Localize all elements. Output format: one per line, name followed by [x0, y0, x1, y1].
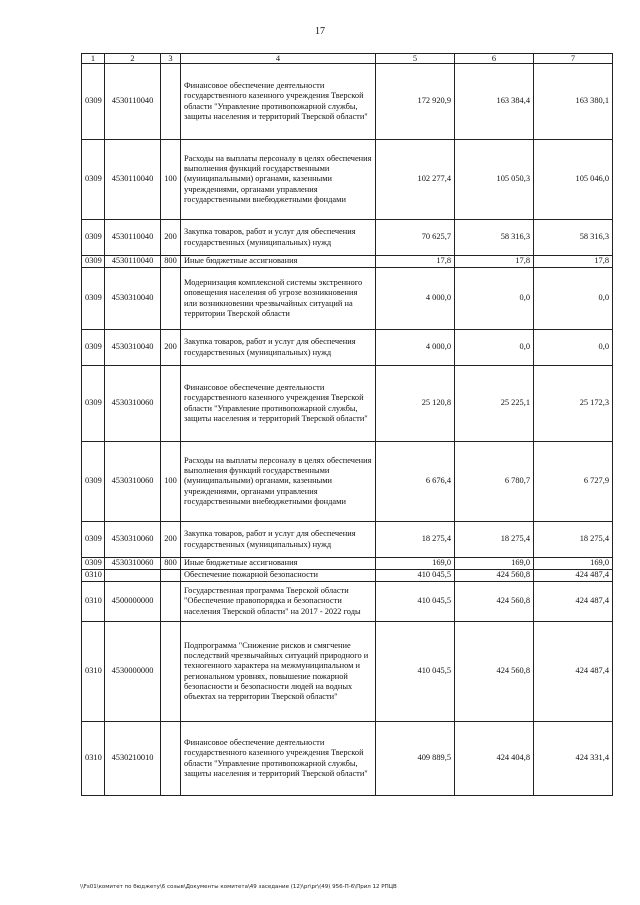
- target-article-cell: 4530000000: [105, 622, 161, 722]
- header-cell: 6: [455, 54, 534, 64]
- expense-type-cell: 200: [161, 330, 181, 366]
- expense-type-cell: [161, 268, 181, 330]
- amount-year-1-cell: 4 000,0: [376, 268, 455, 330]
- item-name-cell: Закупка товаров, работ и услуг для обеспечения государственных (муниципальных) нужд: [181, 330, 376, 366]
- target-article-cell: 4530110040: [105, 256, 161, 268]
- razdel-cell: 0309: [82, 220, 105, 256]
- amount-year-2-cell: 169,0: [455, 558, 534, 570]
- item-name-cell: Обеспечение пожарной безопасности: [181, 570, 376, 582]
- target-article-cell: 4500000000: [105, 582, 161, 622]
- item-name-cell: Финансовое обеспечение деятельности государственного казенного учреждения Тверской области "Управление противопожарной службы, защиты населения и территорий Тверской области": [181, 366, 376, 442]
- amount-year-2-cell: 6 780,7: [455, 442, 534, 522]
- amount-year-3-cell: 0,0: [534, 330, 613, 366]
- item-name-cell: Закупка товаров, работ и услуг для обеспечения государственных (муниципальных) нужд: [181, 220, 376, 256]
- amount-year-1-cell: 410 045,5: [376, 622, 455, 722]
- expense-type-cell: 100: [161, 442, 181, 522]
- table-row: [82, 582, 613, 622]
- target-article-cell: [105, 570, 161, 582]
- expense-type-cell: 800: [161, 558, 181, 570]
- amount-year-2-cell: 17,8: [455, 256, 534, 268]
- target-article-cell: 4530210010: [105, 722, 161, 796]
- amount-year-2-cell: 25 225,1: [455, 366, 534, 442]
- amount-year-1-cell: 25 120,8: [376, 366, 455, 442]
- amount-year-2-cell: 0,0: [455, 330, 534, 366]
- razdel-cell: 0309: [82, 366, 105, 442]
- header-cell: 7: [534, 54, 613, 64]
- amount-year-1-cell: 172 920,9: [376, 64, 455, 140]
- razdel-cell: 0309: [82, 522, 105, 558]
- item-name-cell: Государственная программа Тверской области "Обеспечение правопорядка и безопасности населения Тверской области" на 2017 - 2022 годы: [181, 582, 376, 622]
- amount-year-1-cell: 410 045,5: [376, 570, 455, 582]
- target-article-cell: 4530110040: [105, 140, 161, 220]
- table-row: [82, 256, 613, 268]
- header-cell: 3: [161, 54, 181, 64]
- amount-year-2-cell: 0,0: [455, 268, 534, 330]
- table-row: [82, 366, 613, 442]
- amount-year-3-cell: 58 316,3: [534, 220, 613, 256]
- target-article-cell: 4530310040: [105, 268, 161, 330]
- target-article-cell: 4530310060: [105, 522, 161, 558]
- item-name-cell: Финансовое обеспечение деятельности государственного казенного учреждения Тверской области "Управление противопожарной службы, защиты населения и территорий Тверской области": [181, 722, 376, 796]
- amount-year-3-cell: 163 380,1: [534, 64, 613, 140]
- amount-year-3-cell: 169,0: [534, 558, 613, 570]
- amount-year-1-cell: 169,0: [376, 558, 455, 570]
- amount-year-1-cell: 410 045,5: [376, 582, 455, 622]
- expense-type-cell: [161, 622, 181, 722]
- item-name-cell: Закупка товаров, работ и услуг для обеспечения государственных (муниципальных) нужд: [181, 522, 376, 558]
- razdel-cell: 0309: [82, 64, 105, 140]
- expense-type-cell: 800: [161, 256, 181, 268]
- target-article-cell: 4530310060: [105, 442, 161, 522]
- item-name-cell: Подпрограмма "Снижение рисков и смягчение последствий чрезвычайных ситуаций природного и техногенного характера на межмуниципальном и региональном уровнях, повышение пожарной безопасности и безопасности людей на водных объектах на территории Тверской области": [181, 622, 376, 722]
- table-row: [82, 140, 613, 220]
- table-row: [82, 442, 613, 522]
- target-article-cell: 4530110040: [105, 64, 161, 140]
- expense-type-cell: [161, 722, 181, 796]
- page-number: 17: [315, 26, 325, 37]
- item-name-cell: Иные бюджетные ассигнования: [181, 256, 376, 268]
- expense-type-cell: [161, 366, 181, 442]
- amount-year-3-cell: 17,8: [534, 256, 613, 268]
- amount-year-1-cell: 409 889,5: [376, 722, 455, 796]
- target-article-cell: 4530110040: [105, 220, 161, 256]
- amount-year-3-cell: 18 275,4: [534, 522, 613, 558]
- table-row: [82, 220, 613, 256]
- expense-type-cell: 100: [161, 140, 181, 220]
- expense-type-cell: 200: [161, 220, 181, 256]
- item-name-cell: Расходы на выплаты персоналу в целях обеспечения выполнения функций государственными (муниципальными) органами, казенными учреждениями, органами управления государственными внебюджетными фондами: [181, 442, 376, 522]
- amount-year-1-cell: 4 000,0: [376, 330, 455, 366]
- razdel-cell: 0310: [82, 622, 105, 722]
- amount-year-2-cell: 105 050,3: [455, 140, 534, 220]
- target-article-cell: 4530310040: [105, 330, 161, 366]
- table-row: [82, 570, 613, 582]
- item-name-cell: Модернизация комплексной системы экстренного оповещения населения об угрозе возникновения или возникновении чрезвычайных ситуаций на территории Тверской области: [181, 268, 376, 330]
- table-row: [82, 622, 613, 722]
- amount-year-2-cell: 424 404,8: [455, 722, 534, 796]
- target-article-cell: 4530310060: [105, 366, 161, 442]
- item-name-cell: Финансовое обеспечение деятельности государственного казенного учреждения Тверской области "Управление противопожарной службы, защиты населения и территорий Тверской области": [181, 64, 376, 140]
- razdel-cell: 0310: [82, 582, 105, 622]
- table-row: [82, 558, 613, 570]
- razdel-cell: 0309: [82, 558, 105, 570]
- file-path-footer: \\Fs01\комитет по бюджету\6 созыв\Документы комитета\49 заседание (12)\pr\pr\(49) 956-П-6\Прил 12 РПЦВ: [80, 884, 397, 890]
- expense-type-cell: [161, 570, 181, 582]
- expense-type-cell: 200: [161, 522, 181, 558]
- razdel-cell: 0309: [82, 330, 105, 366]
- amount-year-3-cell: 424 487,4: [534, 570, 613, 582]
- amount-year-3-cell: 424 331,4: [534, 722, 613, 796]
- table-row: [82, 722, 613, 796]
- item-name-cell: Иные бюджетные ассигнования: [181, 558, 376, 570]
- expense-type-cell: [161, 64, 181, 140]
- razdel-cell: 0310: [82, 722, 105, 796]
- amount-year-3-cell: 424 487,4: [534, 582, 613, 622]
- header-cell: 5: [376, 54, 455, 64]
- amount-year-2-cell: 424 560,8: [455, 570, 534, 582]
- amount-year-3-cell: 105 046,0: [534, 140, 613, 220]
- budget-table-body: [82, 54, 613, 796]
- table-row: [82, 64, 613, 140]
- expense-type-cell: [161, 582, 181, 622]
- table-row: [82, 268, 613, 330]
- razdel-cell: 0310: [82, 570, 105, 582]
- budget-table: [81, 53, 613, 796]
- amount-year-2-cell: 424 560,8: [455, 582, 534, 622]
- header-cell: 1: [82, 54, 105, 64]
- table-row: [82, 330, 613, 366]
- razdel-cell: 0309: [82, 256, 105, 268]
- header-cell: 4: [181, 54, 376, 64]
- amount-year-1-cell: 17,8: [376, 256, 455, 268]
- razdel-cell: 0309: [82, 442, 105, 522]
- header-cell: 2: [105, 54, 161, 64]
- amount-year-3-cell: 424 487,4: [534, 622, 613, 722]
- amount-year-1-cell: 18 275,4: [376, 522, 455, 558]
- target-article-cell: 4530310060: [105, 558, 161, 570]
- amount-year-1-cell: 70 625,7: [376, 220, 455, 256]
- table-header-row: [82, 54, 613, 64]
- amount-year-2-cell: 18 275,4: [455, 522, 534, 558]
- amount-year-2-cell: 163 384,4: [455, 64, 534, 140]
- razdel-cell: 0309: [82, 140, 105, 220]
- table-row: [82, 522, 613, 558]
- razdel-cell: 0309: [82, 268, 105, 330]
- amount-year-1-cell: 6 676,4: [376, 442, 455, 522]
- item-name-cell: Расходы на выплаты персоналу в целях обеспечения выполнения функций государственными (муниципальными) органами, казенными учреждениями, органами управления государственными внебюджетными фондами: [181, 140, 376, 220]
- amount-year-2-cell: 424 560,8: [455, 622, 534, 722]
- amount-year-1-cell: 102 277,4: [376, 140, 455, 220]
- amount-year-3-cell: 25 172,3: [534, 366, 613, 442]
- amount-year-3-cell: 6 727,9: [534, 442, 613, 522]
- amount-year-2-cell: 58 316,3: [455, 220, 534, 256]
- amount-year-3-cell: 0,0: [534, 268, 613, 330]
